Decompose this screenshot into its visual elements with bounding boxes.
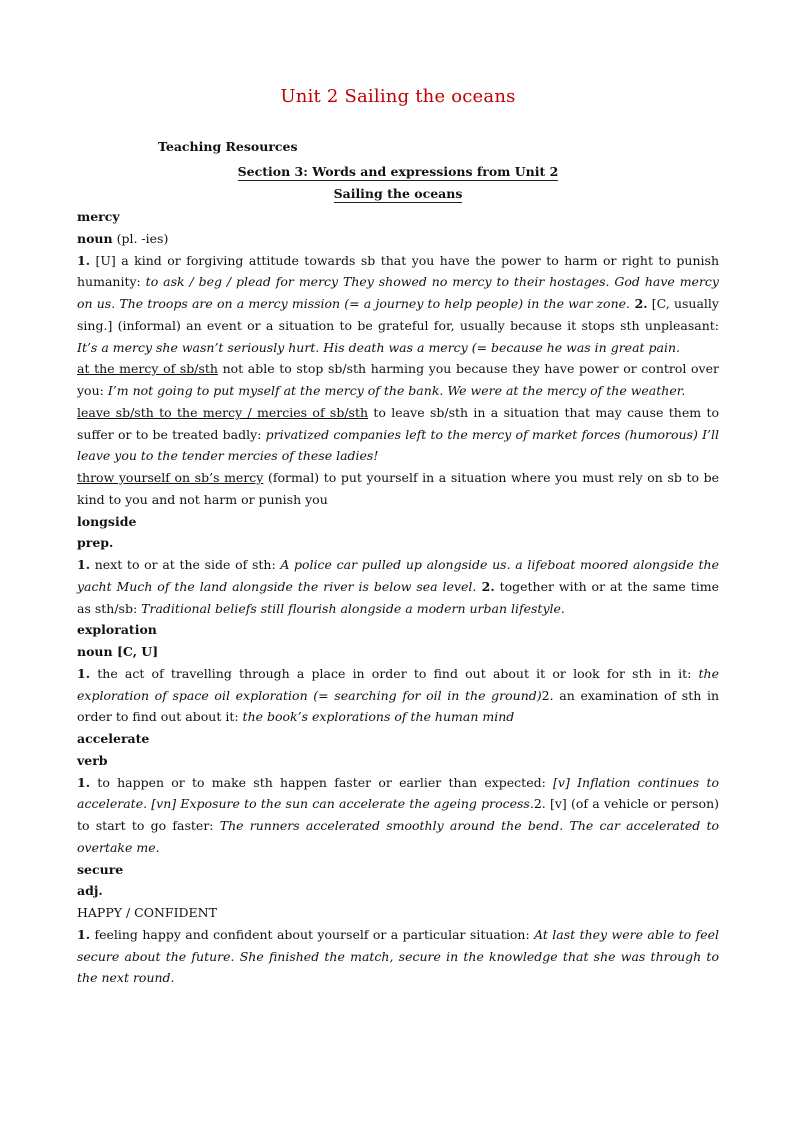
sense-number: 2. (541, 687, 554, 703)
sense-definition: [v] (of a vehicle or person) to start to go faster: (77, 796, 719, 833)
sense-example: It’s a mercy she wasn’t seriously hurt. His death was a mercy (= because he was in great pain. (77, 339, 680, 355)
section-heading (77, 164, 719, 179)
phrase-leave-to-mercy (77, 402, 719, 467)
sense-definition: together with or at the same time as sth/sb: (77, 578, 719, 616)
headword-mercy: mercy (77, 209, 120, 224)
headword-exploration: exploration (77, 622, 157, 638)
pos-extra: (pl. -ies) (112, 230, 169, 246)
definition-longside (77, 554, 719, 619)
sense-definition: [C, usually sing.] (informal) an event or a situation to be grateful for, usually because it stops sth unpleasant: (77, 296, 719, 333)
sense-number: 1. (77, 926, 91, 942)
definition-mercy (77, 250, 719, 359)
idiom-example: privatized companies left to the mercy of market forces (humorous) I’ll leave you to the tender mercies of these ladies! (77, 426, 719, 464)
section-heading-line2: Sailing the oceans (333, 186, 463, 201)
section-subheading (77, 186, 719, 201)
pos-secure: adj. (77, 883, 103, 899)
page-title: Unit 2 Sailing the oceans (280, 86, 516, 107)
sense-number: 1. (77, 252, 91, 268)
sense-example: [v] Inflation continues to accelerate. [vn] Exposure to the sun can accelerate the ageing process. (77, 774, 720, 812)
sense-example: to ask / beg / plead for mercy They showed no mercy to their hostages. God have mercy on us. The troops are on a mercy mission (= a journey to help people) in the war zone. (77, 274, 719, 311)
sense-example: A police car pulled up alongside us. a lifeboat moored alongside the yacht Much of the land alongside the river is below sea level. (77, 557, 719, 594)
sense-number: 1. (77, 774, 91, 790)
idiom-phrase: at the mercy of sb/sth (77, 361, 218, 377)
sense-example: At last they were able to feel secure about the future. She finished the match, secure in the knowledge that she was through to the next round. (77, 926, 719, 986)
sense-example: the book’s explorations of the human mind (242, 709, 515, 725)
sense-example: the exploration of space oil exploration (= searching for oil in the ground) (77, 665, 719, 703)
phrase-throw-yourself (77, 467, 719, 511)
sense-definition: feeling happy and confident about yourself or a particular situation: (90, 926, 535, 942)
sense-number: 2. (476, 578, 495, 594)
definition-exploration (77, 663, 719, 728)
phrase-at-the-mercy (77, 358, 719, 402)
sense-definition: next to or at the side of sth: (90, 557, 281, 572)
definition-accelerate (77, 772, 719, 859)
sense-group-secure: HAPPY / CONFIDENT (77, 905, 217, 920)
sense-definition: the act of travelling through a place in order to find out about it or look for sth in it: (90, 665, 699, 681)
idiom-definition: not able to stop sb/sth harming you because they have power or control over you: (77, 361, 719, 398)
sense-number: 2. (533, 796, 546, 812)
sense-number: 2. (630, 296, 648, 311)
headword-secure: secure (77, 861, 124, 877)
sense-definition: an examination of sth in order to find out about it: (77, 687, 719, 725)
idiom-phrase: throw yourself on sb’s mercy (77, 470, 264, 485)
sense-number: 1. (77, 665, 91, 681)
sense-example: Traditional beliefs still flourish alongside a modern urban lifestyle. (141, 600, 565, 616)
sense-definition: to happen or to make sth happen faster or earlier than expected: (90, 774, 554, 790)
headword-accelerate: accelerate (77, 731, 150, 746)
idiom-phrase: leave sb/sth to the mercy / mercies of sb/sth (77, 404, 369, 420)
sense-definition: [U] a kind or forgiving attitude towards sb that you have the power to harm or right to punish humanity: (77, 252, 719, 290)
headword-longside: longside (77, 513, 137, 529)
pos-mercy (77, 228, 719, 250)
entries-body (77, 206, 719, 989)
section-heading-line1: Section 3: Words and expressions from Unit 2 (237, 164, 559, 179)
definition-secure (77, 924, 719, 989)
pos-longside: prep. (77, 535, 114, 551)
idiom-definition: (formal) to put yourself in a situation where you must rely on sb to be kind to you and not harm or punish you (77, 470, 719, 507)
teaching-resources-label: Teaching Resources (158, 139, 298, 154)
sense-number: 1. (77, 557, 91, 572)
pos-label: noun (77, 230, 113, 246)
idiom-definition: to leave sb/sth in a situation that may cause them to suffer or to be treated badly: (77, 404, 719, 442)
pos-exploration: noun [C, U] (77, 644, 159, 659)
pos-accelerate: verb (77, 752, 108, 768)
sense-example: The runners accelerated smoothly around the bend. The car accelerated to overtake me. (77, 818, 720, 855)
idiom-example: I’m not going to put myself at the mercy of the bank. We were at the mercy of the weather. (107, 383, 686, 398)
